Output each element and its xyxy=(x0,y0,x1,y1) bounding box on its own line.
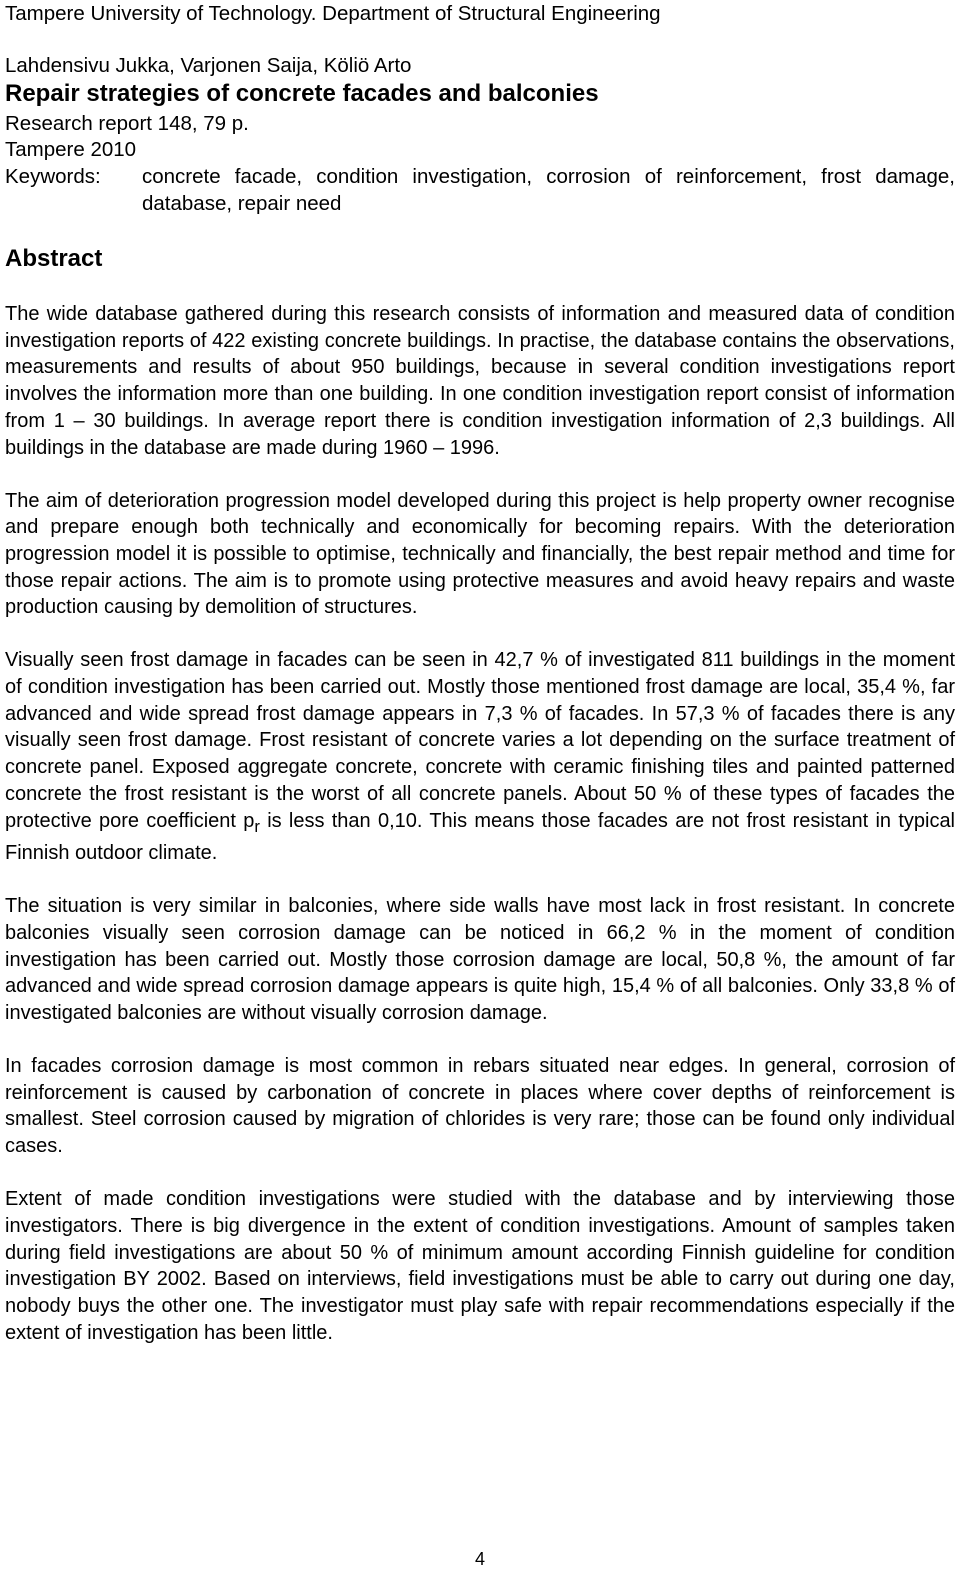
place-year: Tampere 2010 xyxy=(5,138,137,161)
institution-line: Tampere University of Technology. Department of Structural Engineering xyxy=(5,2,661,25)
abstract-paragraph-2: The aim of deterioration progression model developed during this project is help property owner recognise and prepare enough both technically and economically for becoming repairs. With the deterioration progression model it is possible to optimise, technically and financially, the best repair method and time for those repair actions. The aim is to promote using protective measures and avoid heavy repairs and waste production causing by demolition of structures. xyxy=(5,489,955,619)
authors-line: Lahdensivu Jukka, Varjonen Saija, Köliö Arto xyxy=(5,54,412,77)
abstract-heading: Abstract xyxy=(5,245,103,272)
abstract-paragraph-6: Extent of made condition investigations were studied with the database and by interviewing those investigators. There is big divergence in the extent of condition investigations. Amount of samples taken during field investigations are about 50 % of minimum amount according Finnish guideline for condition investigation BY 2002. Based on interviews, field investigations must be able to carry out during one day, nobody buys the other one. The investigator must play safe with repair recommendations especially if the extent of investigation has been little. xyxy=(5,1188,955,1344)
paragraph-3-tail: is less than 0,10. This means those facades are not frost resistant in typical Finnish outdoor climate. xyxy=(5,809,956,865)
report-title: Repair strategies of concrete facades and balconies xyxy=(5,80,599,107)
subscript-r: r xyxy=(254,816,260,836)
abstract-paragraph-3 xyxy=(5,647,955,867)
keywords-label: Keywords: xyxy=(5,165,101,188)
keywords-value: concrete facade, condition investigation, corrosion of reinforcement, frost damage, database, repair need xyxy=(142,165,955,215)
abstract-paragraph-1: The wide database gathered during this research consists of information and measured data of condition investigation reports of 422 existing concrete buildings. In practise, the database contains the observations, measurements and results of about 950 buildings, because in several condition investigations report involves the information more than one building. In one condition investigation report consist of information from 1 – 30 buildings. In average report there is condition investigation information of 2,3 buildings. All buildings in the database are made during 1960 – 1996. xyxy=(5,303,955,459)
abstract-body xyxy=(5,301,955,1373)
report-info: Research report 148, 79 p. xyxy=(5,112,249,135)
paragraph-3-text: Visually seen frost damage in facades can be seen in 42,7 % of investigated 811 buildings in the moment of condition investigation has been carried out. Mostly those mentioned frost damage are local, 35,4 %, far advanced and wide spread frost damage appears in 7,3 % of facades. In 57,3 % of facades there is any visually seen frost damage. Frost resistant of concrete varies a lot depending on the surface treatment of concrete panel. Exposed aggregate concrete, concrete with ceramic finishing tiles and painted patterned concrete the frost resistant is the worst of all concrete panels. About 50 % of these types of facades the protective pore coefficient p xyxy=(5,649,955,832)
page-number: 4 xyxy=(474,1549,485,1569)
abstract-paragraph-5: In facades corrosion damage is most common in rebars situated near edges. In general, corrosion of reinforcement is caused by carbonation of concrete in places where cover depths of reinforcement is smallest. Steel corrosion caused by migration of chlorides is very rare; those can be found only individual cases. xyxy=(5,1055,955,1158)
abstract-paragraph-4: The situation is very similar in balconies, where side walls have most lack in frost resistant. In concrete balconies visually seen corrosion damage can be noticed in 66,2 % in the moment of condition investigation has been carried out. Mostly those corrosion damage are local, 50,8 %, the amount of far advanced and wide spread corrosion damage appears is quite high, 15,4 % of all balconies. Only 33,8 % of investigated balconies are without visually corrosion damage. xyxy=(5,895,955,1025)
